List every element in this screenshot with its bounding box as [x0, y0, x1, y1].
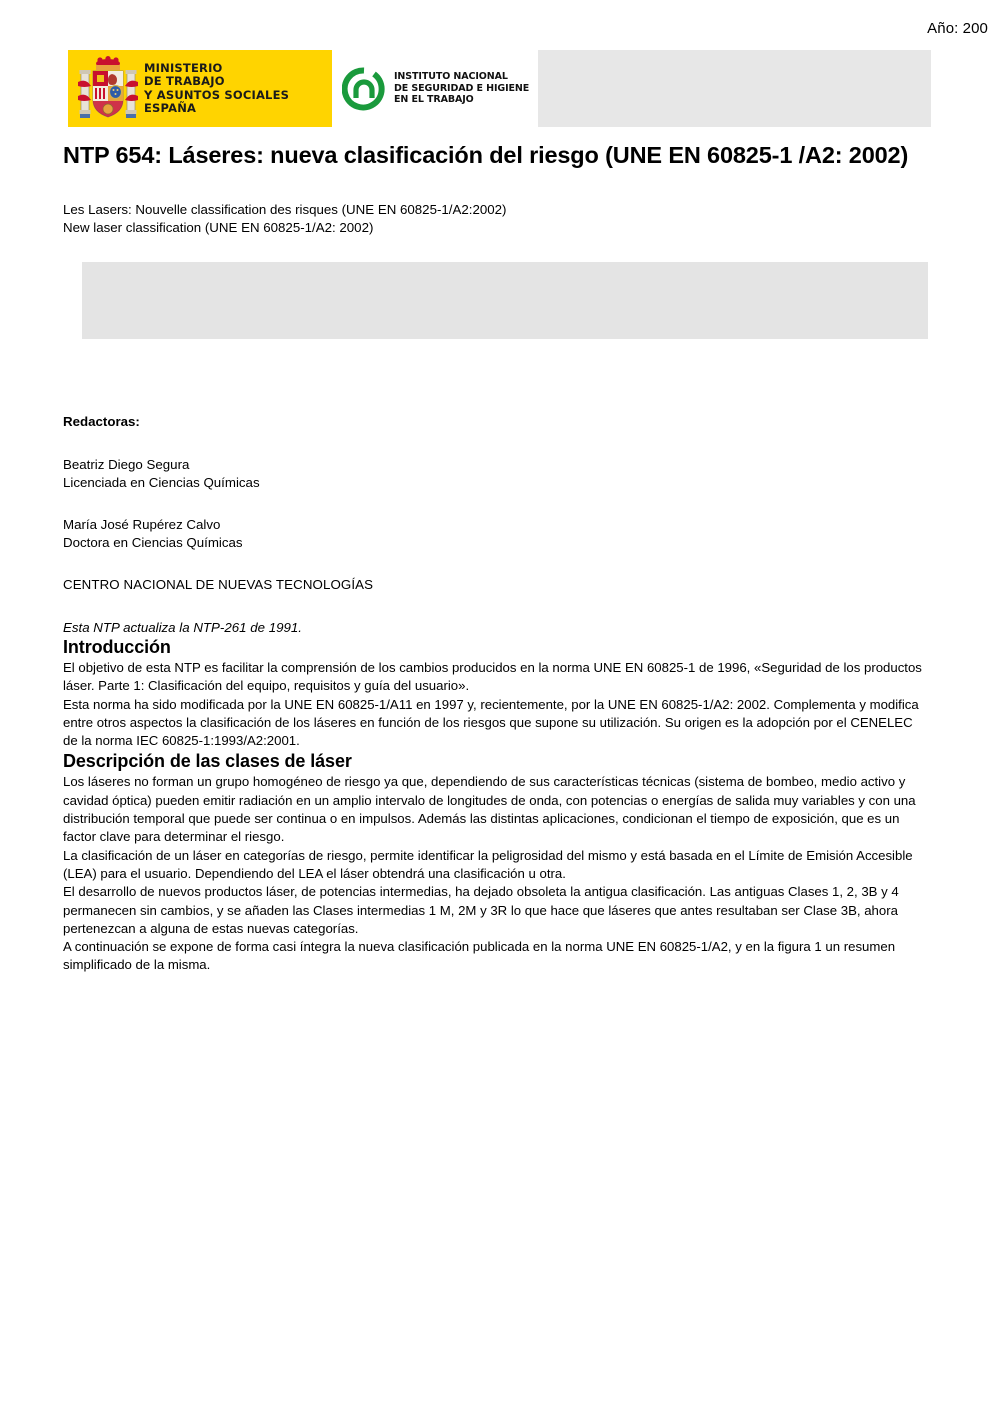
ministry-logo-text	[144, 62, 289, 115]
ministry-line-4: ESPAÑA	[144, 100, 197, 115]
paragraph: Esta norma ha sido modificada por la UNE EN 60825-1/A11 en 1997 y, recientemente, por la UNE EN 60825-1/A2: 2002. Complementa y modifica entre otros aspectos la clasificación de los láseres en función de los riesgos que supone su utilización. Su origen es la adopción por el CENELEC de la norma IEC 60825-1:1993/A2:2001.	[63, 696, 919, 749]
insht-emblem-icon	[342, 67, 386, 111]
ministry-line-1: MINISTERIO	[144, 60, 223, 75]
alternate-titles	[63, 201, 929, 236]
insht-logo-text	[394, 71, 529, 106]
paragraph: El objetivo de esta NTP es facilitar la comprensión de los cambios producidos en la norma UNE EN 60825-1 de 1996, «Seguridad de los productos láser. Parte 1: Clasificación del equipo, requisitos y guía del usuario».	[63, 660, 922, 694]
paragraph: El desarrollo de nuevos productos láser, de potencias intermedias, ha dejado obsoleta la antigua clasificación. Las antiguas Clases 1, 2, 3B y 4 permanecen sin cambios, y se añaden las Clases intermedias 1 M, 2M y 3R lo que hace que láseres que antes resultaban ser Clase 3B, ahora pertenezcan a alguna de estas nuevas categorías.	[63, 884, 899, 936]
spain-coat-of-arms-icon	[76, 56, 140, 122]
paragraph: Los láseres no forman un grupo homogéneo de riesgo ya que, dependiendo de sus características técnicas (sistema de bombeo, medio activo y cavidad óptica) pueden emitir radiación en un amplio intervalo de longitudes de onda, con potencias o energías de salida muy variables y con una distribución temporal que puede ser continua o en impulsos. Además las distintas aplicaciones, condicionan el tiempo de exposición, que es un factor clave para determinar el riesgo.	[63, 774, 916, 845]
paragraph: La clasificación de un láser en categorías de riesgo, permite identificar la peligrosidad del mismo y está basada en el Límite de Emisión Accesible (LEA) para el usuario. Dependiendo del LEA el láser obtendrá una clasificación u otra.	[63, 847, 913, 881]
authors-block	[63, 413, 929, 636]
author-entry	[63, 516, 929, 551]
publication-year: Año: 200	[927, 20, 988, 37]
author-name: María José Rupérez Calvo	[63, 517, 221, 532]
section-heading-introduccion: Introducción	[63, 637, 171, 657]
ministry-line-3: Y ASUNTOS SOCIALES	[144, 87, 290, 102]
header-logo-band	[68, 50, 931, 127]
insht-logo	[332, 50, 538, 127]
document-content	[63, 140, 929, 975]
header-band-filler	[538, 50, 931, 127]
ministry-line-2: DE TRABAJO	[144, 74, 225, 89]
author-qualification: Doctora en Ciencias Químicas	[63, 534, 243, 550]
insht-line-1: INSTITUTO NACIONAL	[394, 71, 508, 83]
update-note: Esta NTP actualiza la NTP-261 de 1991.	[63, 620, 302, 635]
authors-label: Redactoras:	[63, 414, 140, 429]
section-heading-descripcion-clases-laser: Descripción de las clases de láser	[63, 751, 352, 772]
author-centre: CENTRO NACIONAL DE NUEVAS TECNOLOGÍAS	[63, 577, 374, 592]
title-english: New laser classification (UNE EN 60825-1/A2: 2002)	[63, 219, 374, 235]
figure-placeholder	[82, 262, 928, 339]
insht-line-2: DE SEGURIDAD E HIGIENE	[394, 82, 530, 94]
author-entry	[63, 456, 929, 491]
author-name: Beatriz Diego Segura	[63, 457, 190, 472]
paragraph: A continuación se expone de forma casi íntegra la nueva clasificación publicada en la norma UNE EN 60825-1/A2, y en la figura 1 un resumen simplificado de la misma.	[63, 939, 896, 973]
ministry-logo	[68, 50, 332, 127]
page-title: NTP 654: Láseres: nueva clasificación del riesgo (UNE EN 60825-1 /A2: 2002)	[63, 142, 909, 168]
author-qualification: Licenciada en Ciencias Químicas	[63, 474, 260, 490]
insht-line-3: EN EL TRABAJO	[394, 94, 474, 106]
title-french: Les Lasers: Nouvelle classification des risques (UNE EN 60825-1/A2:2002)	[63, 202, 507, 217]
